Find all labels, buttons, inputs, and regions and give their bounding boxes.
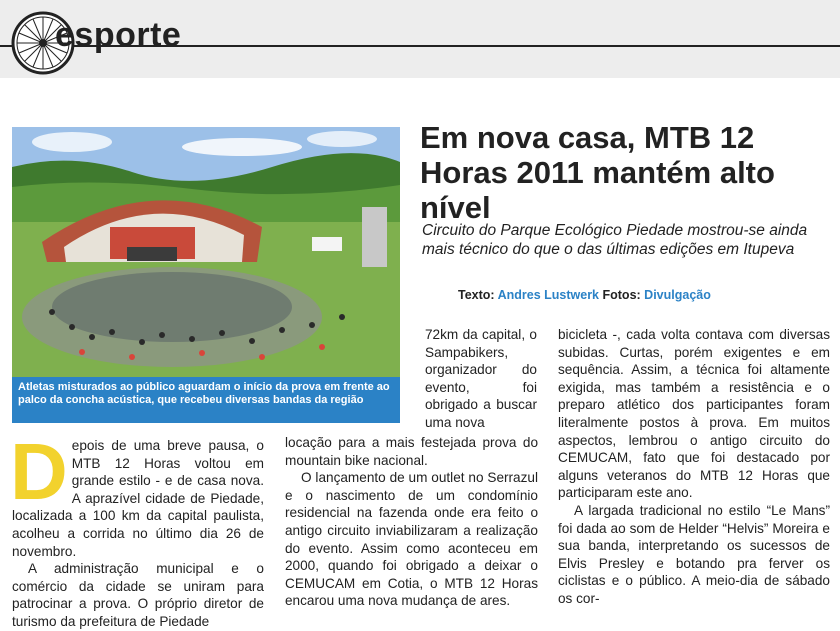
col2-top-text: 72km da capital, o Sampabikers, organizador do evento, foi obrigado a buscar uma nova [425,327,537,430]
author-name: Andres Lustwerk [497,288,600,302]
text-label: Texto: [458,288,495,302]
col1-paragraph-1: epois de uma breve pausa, o MTB 12 Horas voltou em grande estilo - e de casa nova. A aprazível cidade de Piedade, localizada a 100 km da capital paulista, acolheu a corrida no último dia 26 de novembro. [12,438,264,559]
photo-label: Fotos: [602,288,641,302]
col3-paragraph-2: A largada tradicional no estilo “Le Mans” foi dada ao som de Helder “Helvis” Moreira e sua banda, interpretando os sucessos de Elvis Presley e botando pra ferver os ciclistas e o público. A meio-dia de sábado os cor- [558,502,830,606]
article-headline: Em nova casa, MTB 12 Horas 2011 mantém alto nível [420,120,775,225]
article-column-1 [10,427,264,631]
article-column-2-top [425,326,537,432]
article-column-3 [558,326,830,608]
col2-paragraph-1: locação para a mais festejada prova do mountain bike nacional. [285,435,538,468]
section-title: esporte [55,16,182,54]
col1-paragraph-2: A administração municipal e o comércio da cidade se uniram para patrocinar a prova. O próprio diretor de turismo da prefeitura de Piedade [12,561,264,629]
article-column-2 [285,434,538,610]
photo-caption: Atletas misturados ao público aguardam o início da prova em frente ao palco da concha acústica, que recebeu diversas bandas da região [12,377,400,423]
event-photo [12,127,400,380]
article-subhead: Circuito do Parque Ecológico Piedade mostrou-se ainda mais técnico do que o das últimas edições em Itupeva [422,222,808,258]
col3-paragraph-1: bicicleta -, cada volta contava com diversas subidas. Curtas, porém exigentes e em sequência. Assim, a técnica foi altamente exigida, mas também a resistência e o preparo atlético dos participantes foram literalmente postos à prova. Em muitos aspectos, lembrou o antigo circuito do CEMUCAM, fato que foi destacado por alguns veteranos do MTB 12 Horas que participaram este ano. [558,327,830,501]
col2-paragraph-2: O lançamento de um outlet no Serrazul e o nascimento de um condomínio residencial na fazenda onde era feito o antigo circuito inviabilizaram a realização do evento. Assim como aconteceu em 2000, quando foi obrigado a deixar o CEMUCAM em Cotia, o MTB 12 Horas encarou uma nova mudança de ares. [285,470,538,609]
article-credits [458,288,711,302]
drop-cap: D [10,427,68,516]
photographer-name: Divulgação [644,288,711,302]
